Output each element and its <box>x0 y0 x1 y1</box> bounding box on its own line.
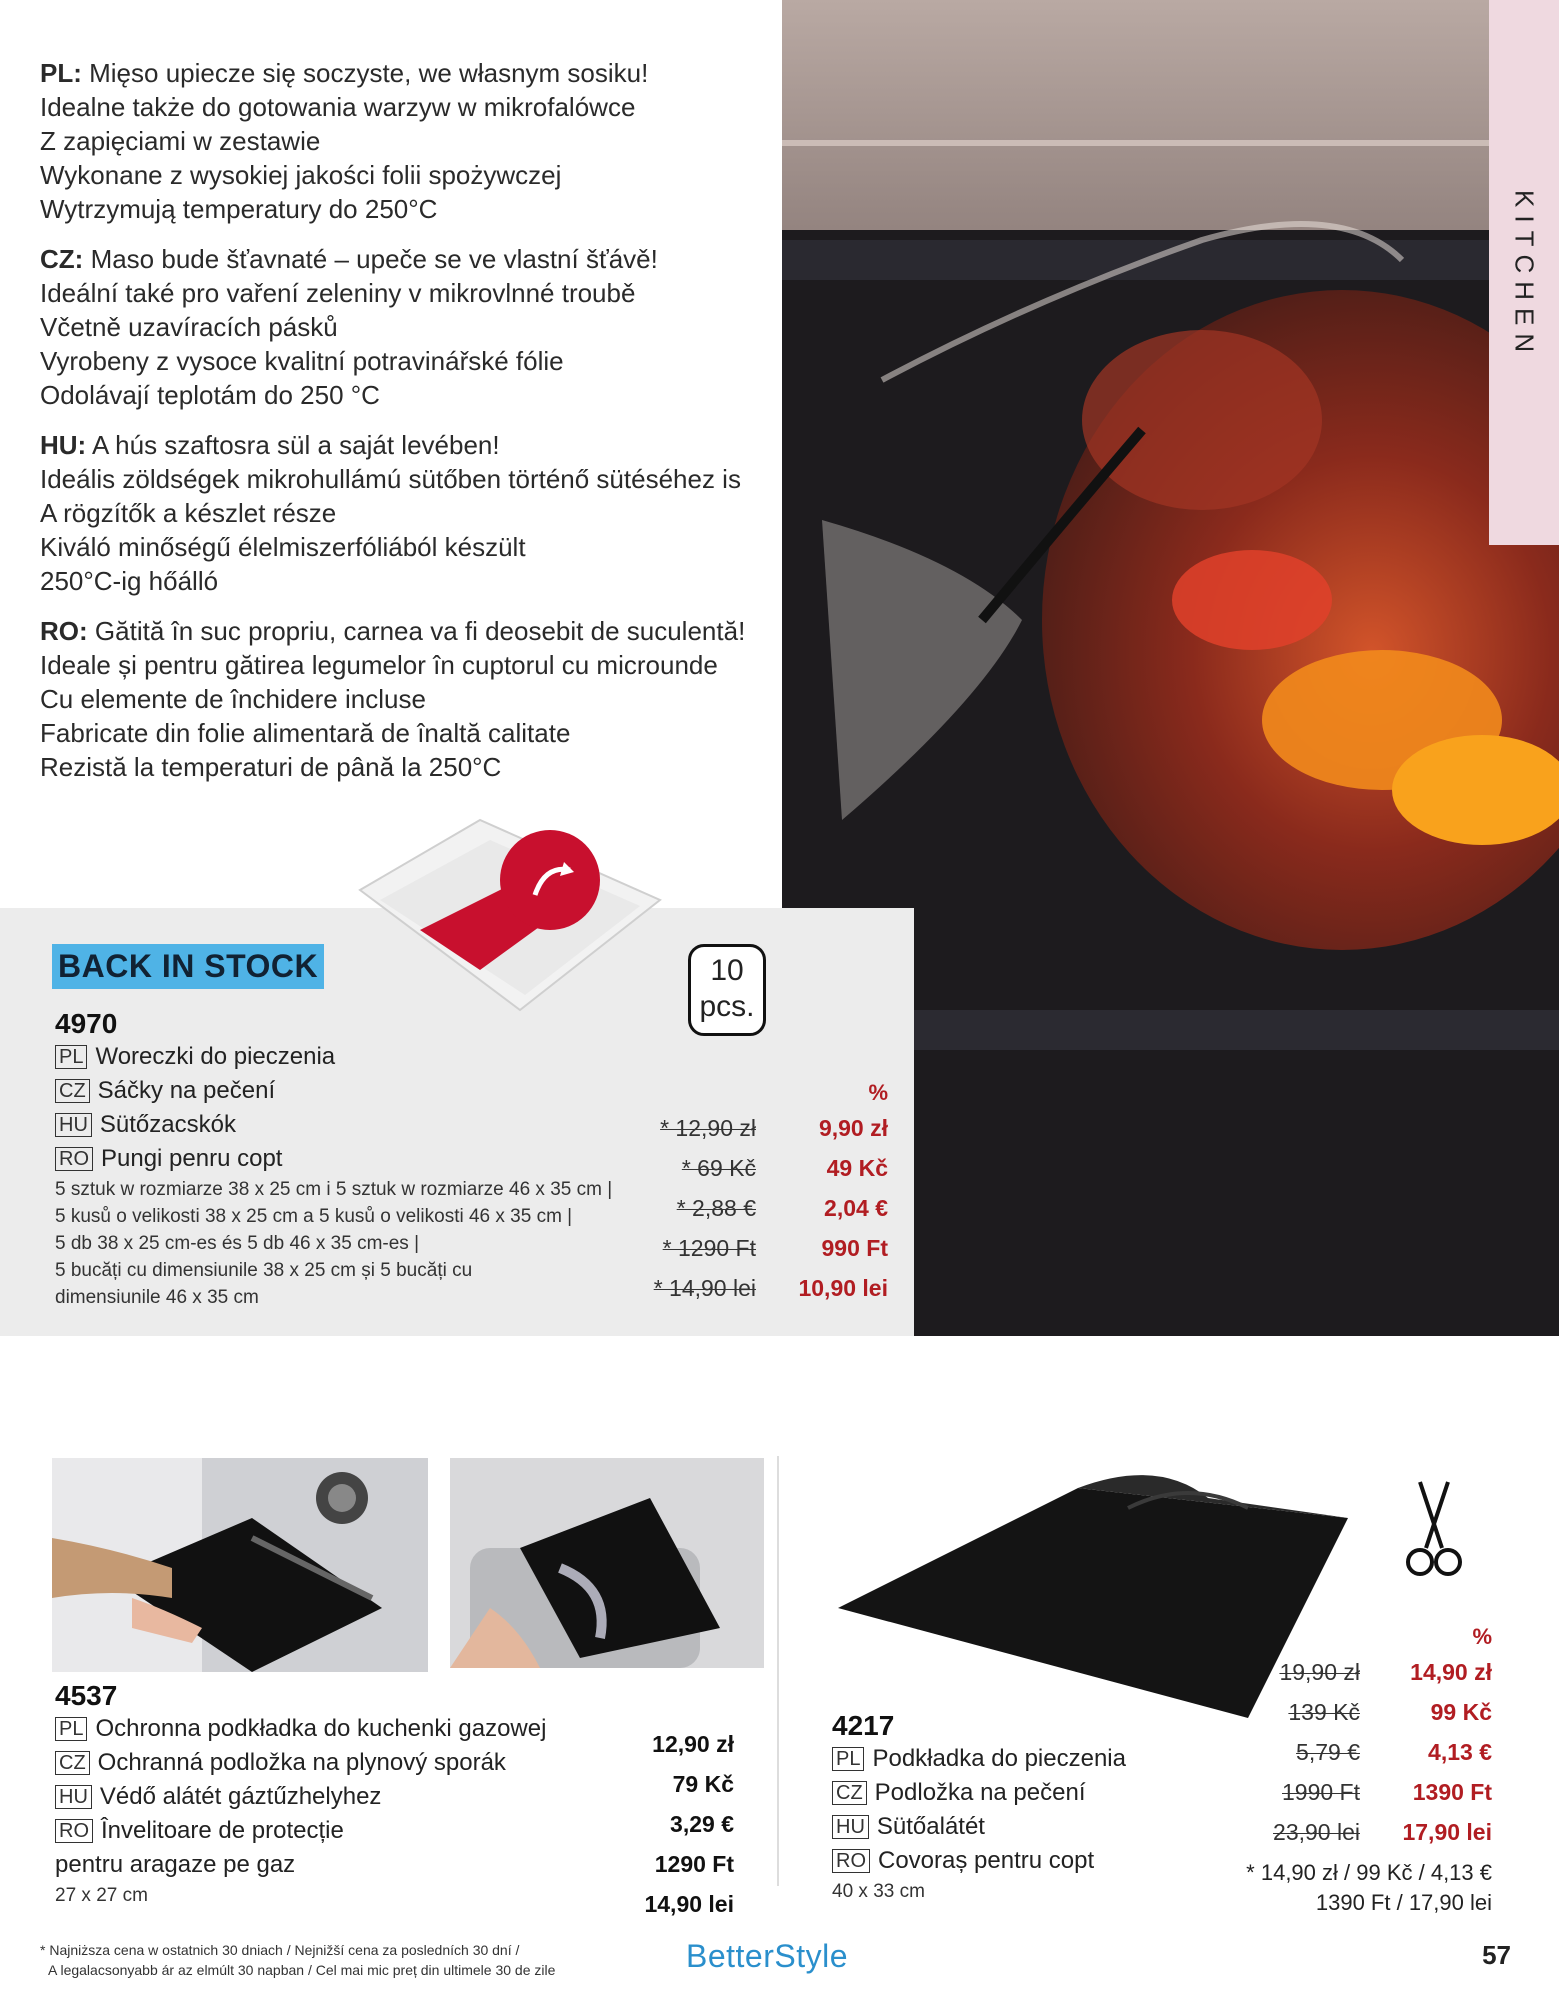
lowest-price-note: * 14,90 zł / 99 Kč / 4,13 € 1390 Ft / 17,90 lei <box>1246 1860 1492 1915</box>
intro-block-pl: PL: Mięso upiecze się soczyste, we własnym sosiku! Idealne także do gotowania warzyw w mikrofalówce Z zapięciami w zestawie Wykonane z wysokiej jakości folii spożywczej Wytrzymują temperatury do 250°C <box>40 58 649 224</box>
price-row: * 69 Kč 49 Kč <box>681 1154 888 1181</box>
product-name-ro: RO Pungi penru copt <box>55 1142 655 1176</box>
column-divider <box>777 1456 779 1886</box>
product-4970-prices <box>640 1078 888 1308</box>
product-name-ro: RO Învelitoare de protecție <box>55 1814 615 1848</box>
brand-logo: BetterStyle <box>686 1938 849 1974</box>
lang-tag: RO <box>55 1819 93 1843</box>
price-row: 23,90 lei 17,90 lei <box>1273 1818 1492 1845</box>
kitchen-category-band <box>1489 0 1559 545</box>
product-4537-sink-image <box>450 1458 764 1668</box>
intro-description <box>40 56 760 800</box>
back-in-stock-badge: BACK IN STOCK <box>52 944 324 989</box>
lang-tag: RO <box>55 1147 93 1171</box>
product-code: 4217 <box>832 1710 895 1741</box>
lang-tag: CZ <box>55 1751 90 1775</box>
product-name-pl: PL Woreczki do pieczenia <box>55 1040 655 1074</box>
price-row: * 2,88 € 2,04 € <box>676 1194 888 1221</box>
intro-block-cz: CZ: Maso bude šťavnaté – upeče se ve vlastní šťávě! Ideální také pro vaření zeleniny v mikrovlnné troubě Včetně uzavíracích pásků Vyrobeny z vysoce kvalitní potravinářské fólie Odolávají teplotám do 250 °C <box>40 244 658 410</box>
product-details: 5 sztuk w rozmiarze 38 x 25 cm i 5 sztuk w rozmiarze 46 x 35 cm | 5 kusů o velikosti 38 x 25 cm a 5 kusů o velikosti 46 x 35 cm | 5 db 38 x 25 cm-es és 5 db 46 x 35 cm-es | 5 bucăți cu dimensiunile 38 x 25 cm și 5 bucăți cu dimensiunile 46 x 35 cm <box>55 1179 613 1308</box>
product-name-hu: HU Sütőzacskók <box>55 1108 655 1142</box>
lang-tag: PL <box>55 1045 87 1069</box>
scissors-icon <box>1398 1478 1468 1582</box>
product-name-cz: CZ Podložka na pečení <box>832 1776 1252 1810</box>
intro-block-hu: HU: A hús szaftosra sül a saját levében! Ideális zöldségek mikrohullámú sütőben történő sütéséhez is A rögzítők a készlet része Kiváló minőségű élelmiszerfóliából készült 250°C-ig hőálló <box>40 430 741 596</box>
product-4217-prices <box>1230 1622 1492 1918</box>
price-value: 14,90 lei <box>644 1891 734 1917</box>
page-number: 57 <box>1482 1940 1511 1970</box>
product-4537-info <box>55 1680 615 1909</box>
price-value: 1290 Ft <box>654 1851 734 1877</box>
category-label: KITCHEN <box>1509 190 1540 361</box>
product-4537-prices <box>600 1724 734 1924</box>
lang-tag: CZ <box>832 1781 867 1805</box>
product-size: 40 x 33 cm <box>832 1881 925 1902</box>
product-name-hu: HU Sütőalátét <box>832 1810 1252 1844</box>
product-code: 4537 <box>55 1680 118 1711</box>
lang-tag: CZ <box>55 1079 90 1103</box>
product-size: 27 x 27 cm <box>55 1885 148 1906</box>
price-row: 1990 Ft 1390 Ft <box>1282 1778 1492 1805</box>
product-4537-stove-image <box>52 1458 428 1672</box>
product-4970-package-image <box>340 810 670 1040</box>
lang-tag: HU <box>55 1785 92 1809</box>
product-name-cz: CZ Ochranná podložka na plynový sporák <box>55 1746 615 1780</box>
price-row: * 14,90 lei 10,90 lei <box>653 1274 888 1301</box>
product-code: 4970 <box>55 1008 118 1039</box>
product-name-hu: HU Védő alátét gáztűzhelyhez <box>55 1780 615 1814</box>
price-row: * 12,90 zł 9,90 zł <box>660 1114 888 1141</box>
lang-tag: RO <box>832 1849 870 1873</box>
price-row: * 1290 Ft 990 Ft <box>662 1234 888 1261</box>
lang-tag: HU <box>832 1815 869 1839</box>
price-value: 12,90 zł <box>652 1731 734 1757</box>
product-name-ro-cont: pentru aragaze pe gaz <box>55 1851 296 1878</box>
product-name-cz: CZ Sáčky na pečení <box>55 1074 655 1108</box>
product-name-pl: PL Ochronna podkładka do kuchenki gazowej <box>55 1712 615 1746</box>
product-4217-info <box>832 1710 1252 1905</box>
product-4970-info <box>55 1008 655 1311</box>
product-name-pl: PL Podkładka do pieczenia <box>832 1742 1252 1776</box>
product-name-ro: RO Covoraș pentru copt <box>832 1844 1252 1878</box>
lang-tag: HU <box>55 1113 92 1137</box>
discount-percent-icon: % <box>868 1080 888 1105</box>
price-value: 3,29 € <box>670 1811 734 1837</box>
footnote: * Najniższa cena w ostatnich 30 dniach / Nejnižší cena za posledních 30 dní / A legalacsonyabb ár az elmúlt 30 napban / Cel mai mic preț din ultimele 30 de zile <box>40 1942 556 1978</box>
lang-tag: PL <box>55 1717 87 1741</box>
pieces-count-badge: 10 pcs. <box>688 944 766 1036</box>
price-row: 139 Kč 99 Kč <box>1288 1698 1492 1725</box>
price-row: 5,79 € 4,13 € <box>1296 1738 1492 1765</box>
price-row: 19,90 zł 14,90 zł <box>1279 1658 1492 1685</box>
price-value: 79 Kč <box>672 1771 734 1797</box>
lang-tag: PL <box>832 1747 864 1771</box>
intro-block-ro: RO: Gătită în suc propriu, carnea va fi deosebit de suculentă! Ideale și pentru gătirea legumelor în cuptorul cu microunde Cu elemente de închidere incluse Fabricate din folie alimentară de înaltă calitate Rezistă la temperaturi de până la 250°C <box>40 616 746 782</box>
discount-percent-icon: % <box>1472 1624 1492 1649</box>
